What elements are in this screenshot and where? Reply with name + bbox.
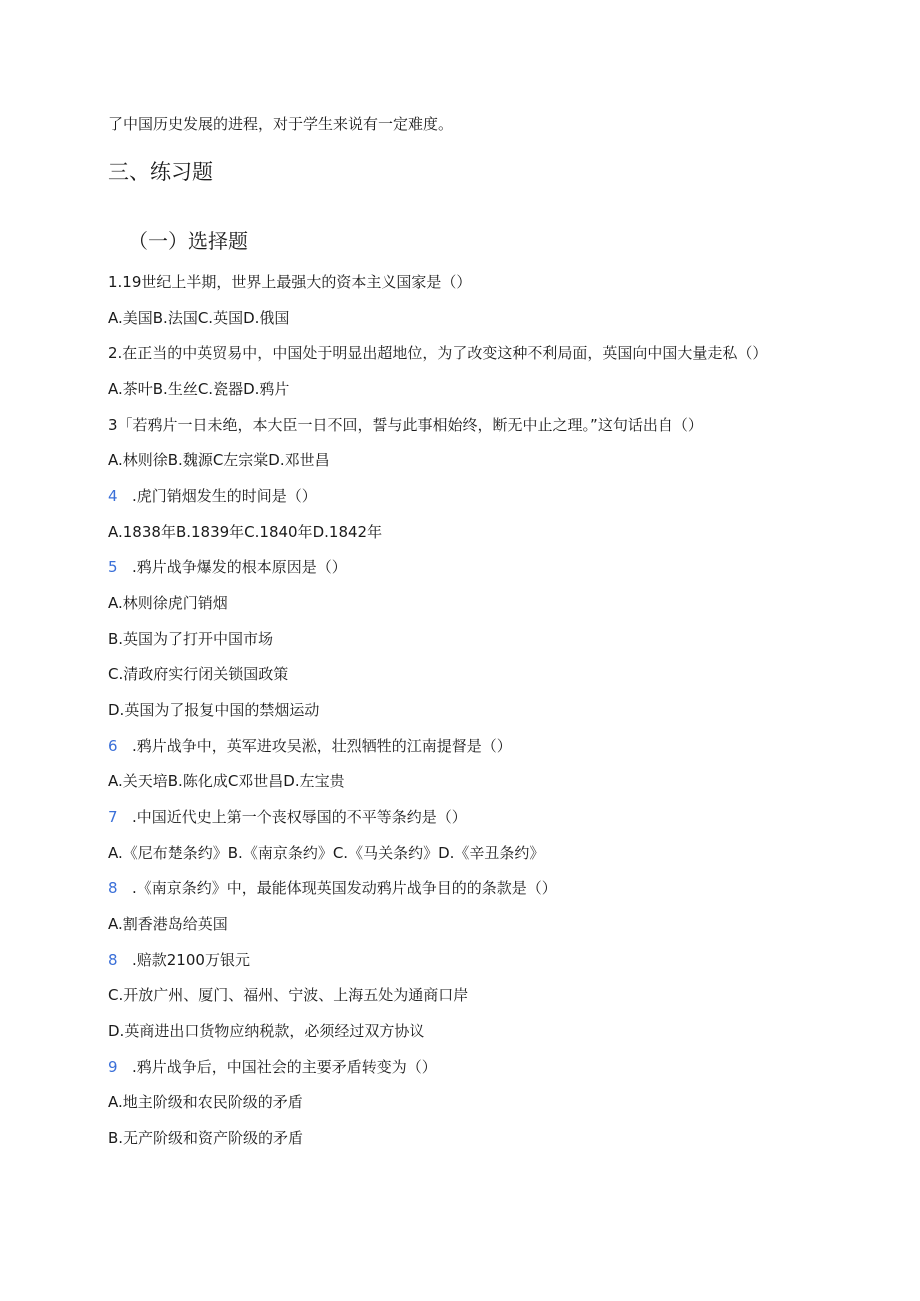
section-title: 三、练习题: [108, 160, 213, 184]
option-line: [108, 1021, 424, 1041]
line-text: C.开放广州、厦门、福州、宁波、上海五处为通商口岸: [108, 986, 469, 1004]
option-line: [108, 1092, 303, 1112]
line-text: .鸦片战争中，英军进攻吴淞，壮烈牺牲的江南提督是（）: [132, 737, 512, 755]
question-number: 5: [108, 558, 118, 576]
line-text: .鸦片战争后，中国社会的主要矛盾转变为（）: [132, 1058, 437, 1076]
question-line: [108, 807, 467, 827]
line-text: A.林则徐B.魏源C左宗棠D.邓世昌: [108, 451, 330, 469]
line-text: .《南京条约》中，最能体现英国发动鸦片战争目的的条款是（）: [132, 879, 557, 897]
line-text: C.清政府实行闭关锁国政策: [108, 665, 289, 683]
line-text: .赔款2100万银元: [132, 951, 250, 969]
option-line: [108, 379, 289, 399]
option-line: [108, 593, 228, 613]
option-line: [108, 629, 273, 649]
line-text: A.美国B.法国C.英国D.俄国: [108, 309, 290, 327]
line-text: A.林则徐虎门销烟: [108, 594, 228, 612]
option-line: [108, 308, 289, 328]
question-line: [108, 272, 471, 292]
line-text: A.《尼布楚条约》B.《南京条约》C.《马关条约》D.《辛丑条约》: [108, 844, 545, 862]
option-line: [108, 1128, 303, 1148]
option-line: [108, 700, 319, 720]
option-line: [108, 843, 544, 863]
question-number: 6: [108, 737, 118, 755]
question-line: [108, 415, 703, 435]
line-text: .中国近代史上第一个丧权辱国的不平等条约是（）: [132, 808, 467, 826]
line-text: A.茶叶B.生丝C.瓷器D.鸦片: [108, 380, 290, 398]
line-text: 2.在正当的中英贸易中，中国处于明显出超地位，为了改变这种不利局面，英国向中国大量走私（）: [108, 344, 768, 362]
option-line: [108, 771, 345, 791]
option-line: [108, 914, 228, 934]
line-text: 1.19世纪上半期，世界上最强大的资本主义国家是（）: [108, 273, 472, 291]
question-number: 7: [108, 808, 118, 826]
question-line: [108, 878, 557, 898]
option-line: [108, 664, 288, 684]
question-line: [108, 1057, 437, 1077]
question-number: 8: [108, 951, 118, 969]
line-text: A.割香港岛给英国: [108, 915, 228, 933]
question-line: [108, 736, 512, 756]
question-line: [108, 343, 767, 363]
line-text: A.关天培B.陈化成C邓世昌D.左宝贵: [108, 772, 345, 790]
intro-paragraph-tail: 了中国历史发展的进程，对于学生来说有一定难度。: [108, 115, 454, 133]
question-line: [108, 486, 317, 506]
line-text: B.英国为了打开中国市场: [108, 630, 274, 648]
line-text: .鸦片战争爆发的根本原因是（）: [132, 558, 347, 576]
option-line: [108, 450, 330, 470]
line-text: .虎门销烟发生的时间是（）: [132, 487, 317, 505]
line-text: A.地主阶级和农民阶级的矛盾: [108, 1093, 303, 1111]
question-number: 9: [108, 1058, 118, 1076]
option-line: [108, 950, 250, 970]
line-text: D.英商进出口货物应纳税款，必须经过双方协议: [108, 1022, 425, 1040]
question-line: [108, 557, 347, 577]
question-number: 4: [108, 487, 118, 505]
line-text: 3「若鸦片一日未绝，本大臣一日不回，誓与此事相始终，断无中止之理。”这句话出自（）: [108, 416, 703, 434]
line-text: B.无产阶级和资产阶级的矛盾: [108, 1129, 304, 1147]
option-line: [108, 522, 382, 542]
question-number: 8: [108, 879, 118, 897]
option-line: [108, 985, 468, 1005]
line-text: D.英国为了报复中国的禁烟运动: [108, 701, 320, 719]
subsection-title: （一）选择题: [128, 229, 248, 253]
line-text: A.1838年B.1839年C.1840年D.1842年: [108, 523, 383, 541]
